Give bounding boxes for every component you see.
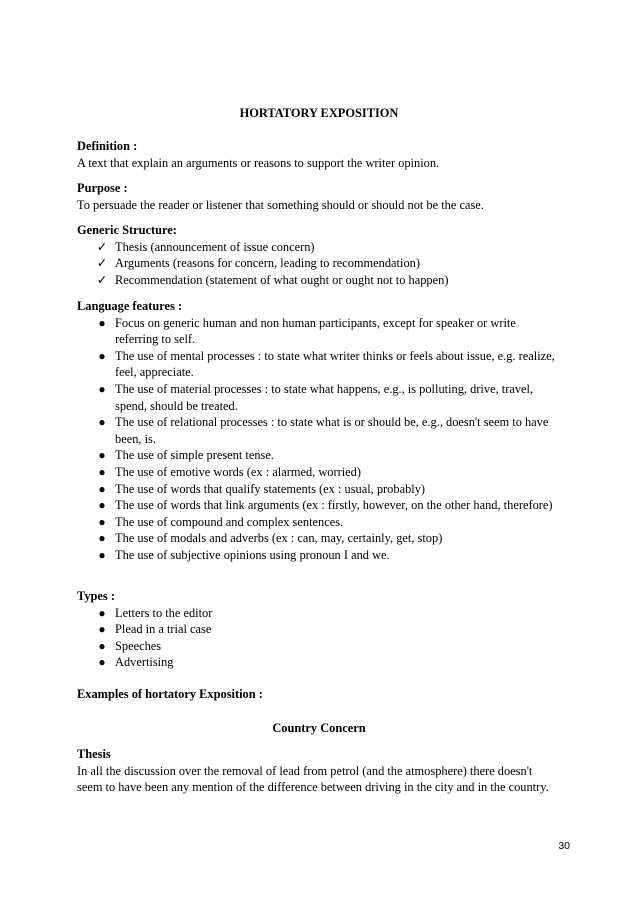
list-item	[77, 447, 557, 464]
list-item-text: Thesis (announcement of issue concern)	[115, 239, 315, 254]
bullet-icon: ●	[98, 448, 106, 463]
generic-structure-list	[77, 239, 557, 289]
language-features-list	[77, 315, 557, 564]
check-mark-icon: ✓	[96, 239, 108, 254]
types-list	[77, 605, 557, 671]
list-item	[77, 514, 557, 531]
list-item	[77, 381, 557, 414]
list-item-text: The use of subjective opinions using pronoun I and we.	[115, 547, 390, 562]
bullet-icon: ●	[98, 638, 106, 653]
list-item-text: The use of compound and complex sentences.	[115, 514, 344, 529]
list-item	[77, 530, 557, 547]
page-number: 30	[558, 840, 570, 852]
bullet-icon: ●	[98, 498, 106, 513]
bullet-icon: ●	[98, 622, 106, 637]
list-item-text: Arguments (reasons for concern, leading to recommendation)	[115, 256, 420, 271]
list-item	[77, 605, 557, 622]
list-item	[77, 348, 557, 381]
purpose-text: To persuade the reader or listener that something should or should not be the case.	[77, 197, 484, 212]
definition-section	[77, 138, 557, 171]
purpose-section	[77, 180, 557, 213]
purpose-heading: Purpose :	[77, 181, 128, 195]
list-item	[77, 255, 557, 272]
language-features-heading: Language features :	[77, 299, 183, 313]
bullet-icon: ●	[98, 531, 106, 546]
check-mark-icon: ✓	[96, 256, 108, 271]
bullet-icon: ●	[98, 315, 106, 330]
bullet-icon: ●	[98, 415, 106, 430]
list-item	[77, 414, 557, 447]
bullet-icon: ●	[98, 481, 106, 496]
list-item-text: Speeches	[115, 638, 162, 653]
list-item-text: The use of words that qualify statements (ex : usual, probably)	[115, 481, 426, 496]
examples-heading: Examples of hortatory Exposition :	[77, 687, 263, 701]
bullet-icon: ●	[98, 605, 106, 620]
list-item-text: Recommendation (statement of what ought or ought not to happen)	[115, 272, 449, 287]
list-item-text: Focus on generic human and non human participants, except for speaker or write referring to self.	[115, 315, 516, 347]
list-item	[77, 315, 557, 348]
types-heading: Types :	[77, 589, 115, 603]
list-item	[77, 497, 557, 514]
list-item	[77, 272, 557, 289]
list-item	[77, 547, 557, 564]
thesis-section	[77, 746, 557, 796]
list-item	[77, 464, 557, 481]
bullet-icon: ●	[98, 464, 106, 479]
language-features-section	[77, 298, 557, 564]
list-item-text: Advertising	[115, 655, 174, 670]
list-item	[77, 481, 557, 498]
list-item-text: The use of relational processes : to state what is or should be, e.g., doesn't seem to have been, is.	[115, 415, 549, 446]
list-item-text: The use of mental processes : to state what writer thinks or feels about issue, e.g. realize, feel, appreciate.	[115, 348, 555, 380]
list-item-text: The use of material processes : to state what happens, e.g., is polluting, drive, travel, spend, should be treated.	[115, 381, 534, 413]
list-item-text: The use of simple present tense.	[115, 448, 274, 463]
types-section	[77, 588, 557, 671]
example-title: Country Concern	[272, 721, 366, 735]
list-item-text: The use of emotive words (ex : alarmed, worried)	[115, 464, 362, 479]
list-item	[77, 239, 557, 256]
list-item	[77, 621, 557, 638]
thesis-text: In all the discussion over the removal of lead from petrol (and the atmosphere) there doesn't seem to have been any mention of the difference between driving in the city and in the country.	[77, 763, 549, 795]
check-mark-icon: ✓	[96, 272, 108, 287]
list-item-text: Letters to the editor	[115, 605, 213, 620]
list-item	[77, 638, 557, 655]
bullet-icon: ●	[98, 381, 106, 396]
list-item-text: Plead in a trial case	[115, 622, 212, 637]
bullet-icon: ●	[98, 514, 106, 529]
list-item-text: The use of words that link arguments (ex : firstly, however, on the other hand, therefore)	[115, 498, 553, 513]
definition-text: A text that explain an arguments or reasons to support the writer opinion.	[77, 155, 440, 170]
definition-heading: Definition :	[77, 139, 138, 153]
generic-structure-section	[77, 222, 557, 288]
list-item	[77, 654, 557, 671]
generic-structure-heading: Generic Structure:	[77, 223, 177, 237]
bullet-icon: ●	[98, 547, 106, 562]
bullet-icon: ●	[98, 348, 106, 363]
thesis-heading: Thesis	[77, 747, 111, 761]
page-title: HORTATORY EXPOSITION	[239, 106, 399, 120]
bullet-icon: ●	[98, 655, 106, 670]
list-item-text: The use of modals and adverbs (ex : can, may, certainly, get, stop)	[115, 531, 443, 546]
